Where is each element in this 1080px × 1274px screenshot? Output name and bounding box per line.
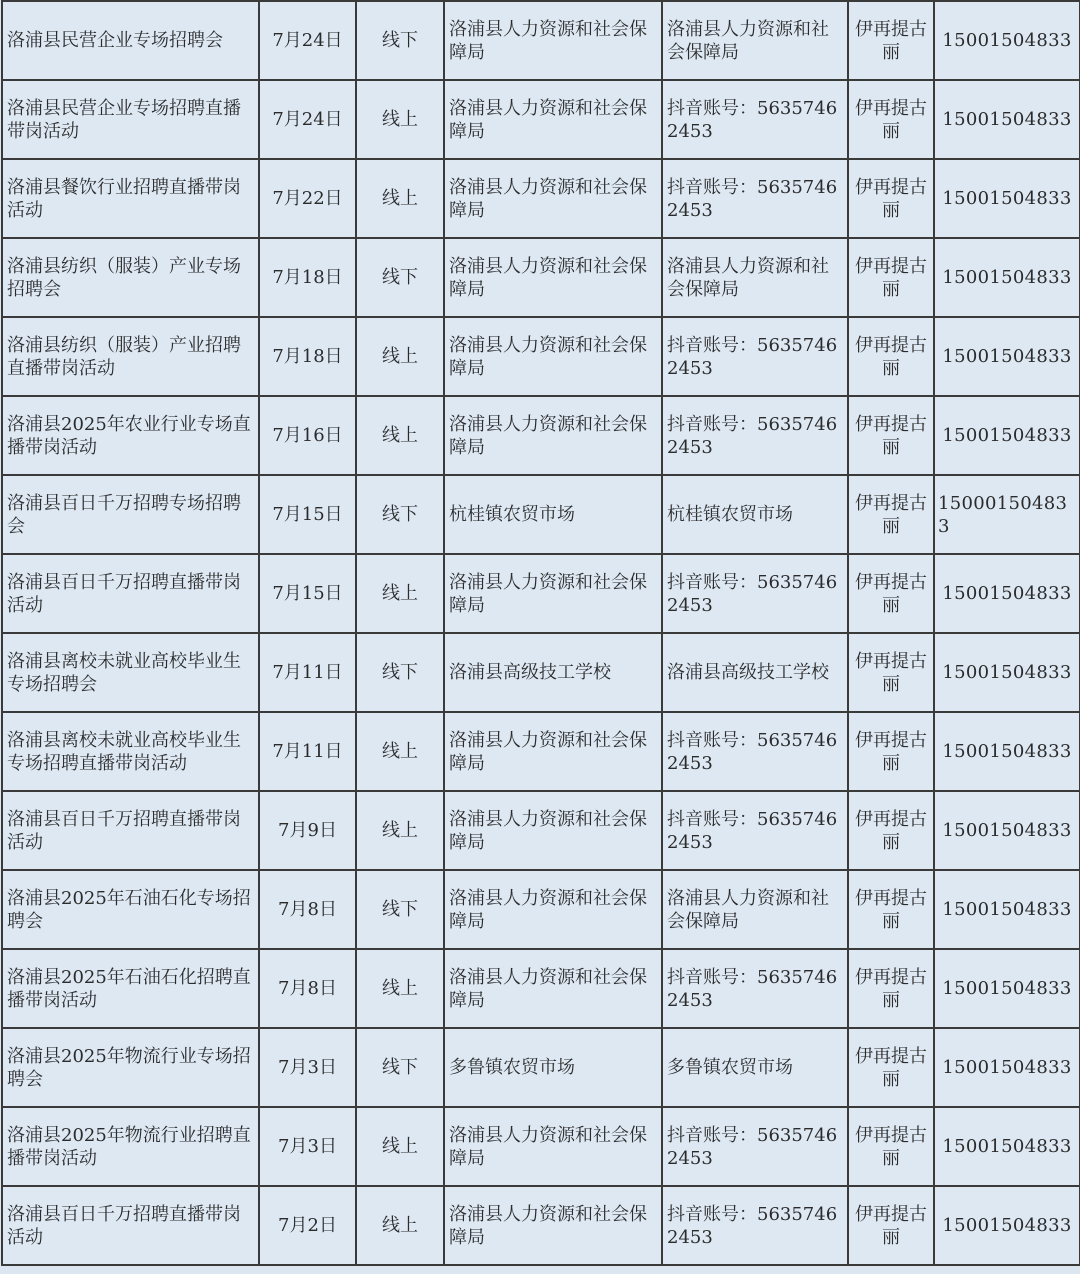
event-name-cell: 洛浦县民营企业专场招聘直播带岗活动 [2, 80, 259, 159]
location-cell: 洛浦县高级技工学校 [662, 633, 848, 712]
contact-cell: 伊再提古丽 [848, 633, 934, 712]
mode-cell: 线上 [356, 949, 444, 1028]
contact-cell: 伊再提古丽 [848, 475, 934, 554]
date-cell: 7月8日 [259, 949, 356, 1028]
phone-cell: 15001504833 [934, 80, 1080, 159]
contact-cell: 伊再提古丽 [848, 1186, 934, 1265]
table-row [2, 1186, 1080, 1265]
location-cell: 抖音账号：56357462453 [662, 791, 848, 870]
event-name-cell: 洛浦县2025年石油石化专场招聘会 [2, 870, 259, 949]
location-cell: 洛浦县人力资源和社会保障局 [662, 238, 848, 317]
mode-cell: 线下 [356, 475, 444, 554]
event-name-cell: 洛浦县2025年农业行业专场直播带岗活动 [2, 396, 259, 475]
location-cell: 抖音账号：56357462453 [662, 317, 848, 396]
mode-cell: 线下 [356, 633, 444, 712]
table-row [2, 633, 1080, 712]
mode-cell: 线下 [356, 1028, 444, 1107]
table-row [2, 1, 1080, 80]
organizer-cell: 洛浦县人力资源和社会保障局 [444, 870, 662, 949]
contact-cell: 伊再提古丽 [848, 554, 934, 633]
table-row [2, 554, 1080, 633]
mode-cell: 线下 [356, 1, 444, 80]
event-name-cell: 洛浦县百日千万招聘直播带岗活动 [2, 554, 259, 633]
phone-cell: 15001504833 [934, 317, 1080, 396]
phone-cell: 15001504833 [934, 554, 1080, 633]
phone-cell: 15001504833 [934, 949, 1080, 1028]
organizer-cell: 洛浦县人力资源和社会保障局 [444, 396, 662, 475]
date-cell: 7月24日 [259, 1, 356, 80]
table-row [2, 475, 1080, 554]
contact-cell: 伊再提古丽 [848, 791, 934, 870]
event-name-cell: 洛浦县离校未就业高校毕业生专场招聘会 [2, 633, 259, 712]
date-cell: 7月8日 [259, 870, 356, 949]
contact-cell: 伊再提古丽 [848, 712, 934, 791]
contact-cell: 伊再提古丽 [848, 317, 934, 396]
table-row [2, 80, 1080, 159]
event-name-cell: 洛浦县2025年石油石化招聘直播带岗活动 [2, 949, 259, 1028]
mode-cell: 线上 [356, 791, 444, 870]
location-cell: 杭桂镇农贸市场 [662, 475, 848, 554]
location-cell: 抖音账号：56357462453 [662, 159, 848, 238]
location-cell: 抖音账号：56357462453 [662, 396, 848, 475]
phone-cell: 15001504833 [934, 1186, 1080, 1265]
event-name-cell: 洛浦县2025年物流行业招聘直播带岗活动 [2, 1107, 259, 1186]
location-cell: 抖音账号：56357462453 [662, 1186, 848, 1265]
table-body [2, 1, 1080, 1265]
phone-cell: 15001504833 [934, 159, 1080, 238]
date-cell: 7月15日 [259, 554, 356, 633]
event-name-cell: 洛浦县百日千万招聘专场招聘会 [2, 475, 259, 554]
organizer-cell: 洛浦县人力资源和社会保障局 [444, 238, 662, 317]
table-row [2, 1107, 1080, 1186]
table-row [2, 159, 1080, 238]
mode-cell: 线上 [356, 1107, 444, 1186]
mode-cell: 线上 [356, 80, 444, 159]
table-row [2, 870, 1080, 949]
organizer-cell: 洛浦县人力资源和社会保障局 [444, 317, 662, 396]
event-name-cell: 洛浦县纺织（服装）产业专场招聘会 [2, 238, 259, 317]
location-cell: 抖音账号：56357462453 [662, 712, 848, 791]
location-cell: 抖音账号：56357462453 [662, 949, 848, 1028]
phone-cell: 15001504833 [934, 870, 1080, 949]
contact-cell: 伊再提古丽 [848, 1028, 934, 1107]
contact-cell: 伊再提古丽 [848, 159, 934, 238]
phone-cell: 15001504833 [934, 396, 1080, 475]
event-name-cell: 洛浦县离校未就业高校毕业生专场招聘直播带岗活动 [2, 712, 259, 791]
organizer-cell: 洛浦县人力资源和社会保障局 [444, 712, 662, 791]
date-cell: 7月11日 [259, 712, 356, 791]
mode-cell: 线上 [356, 712, 444, 791]
mode-cell: 线上 [356, 317, 444, 396]
table-row [2, 712, 1080, 791]
date-cell: 7月18日 [259, 238, 356, 317]
event-name-cell: 洛浦县餐饮行业招聘直播带岗活动 [2, 159, 259, 238]
table-row [2, 949, 1080, 1028]
mode-cell: 线上 [356, 554, 444, 633]
bottom-strip [0, 1266, 1080, 1274]
organizer-cell: 洛浦县人力资源和社会保障局 [444, 1186, 662, 1265]
location-cell: 抖音账号：56357462453 [662, 1107, 848, 1186]
contact-cell: 伊再提古丽 [848, 396, 934, 475]
location-cell: 洛浦县人力资源和社会保障局 [662, 1, 848, 80]
date-cell: 7月15日 [259, 475, 356, 554]
date-cell: 7月22日 [259, 159, 356, 238]
contact-cell: 伊再提古丽 [848, 1107, 934, 1186]
contact-cell: 伊再提古丽 [848, 80, 934, 159]
event-name-cell: 洛浦县百日千万招聘直播带岗活动 [2, 791, 259, 870]
table-row [2, 238, 1080, 317]
location-cell: 多鲁镇农贸市场 [662, 1028, 848, 1107]
table-row [2, 1028, 1080, 1107]
phone-cell: 150001504833 [934, 475, 1080, 554]
event-name-cell: 洛浦县百日千万招聘直播带岗活动 [2, 1186, 259, 1265]
organizer-cell: 洛浦县高级技工学校 [444, 633, 662, 712]
date-cell: 7月3日 [259, 1107, 356, 1186]
organizer-cell: 多鲁镇农贸市场 [444, 1028, 662, 1107]
table-row [2, 317, 1080, 396]
location-cell: 抖音账号：56357462453 [662, 554, 848, 633]
job-fair-table [1, 0, 1080, 1266]
organizer-cell: 洛浦县人力资源和社会保障局 [444, 1, 662, 80]
organizer-cell: 洛浦县人力资源和社会保障局 [444, 80, 662, 159]
event-name-cell: 洛浦县纺织（服装）产业招聘直播带岗活动 [2, 317, 259, 396]
date-cell: 7月18日 [259, 317, 356, 396]
date-cell: 7月3日 [259, 1028, 356, 1107]
date-cell: 7月9日 [259, 791, 356, 870]
contact-cell: 伊再提古丽 [848, 238, 934, 317]
phone-cell: 15001504833 [934, 633, 1080, 712]
event-name-cell: 洛浦县民营企业专场招聘会 [2, 1, 259, 80]
table-row [2, 791, 1080, 870]
organizer-cell: 洛浦县人力资源和社会保障局 [444, 1107, 662, 1186]
phone-cell: 15001504833 [934, 712, 1080, 791]
organizer-cell: 洛浦县人力资源和社会保障局 [444, 554, 662, 633]
phone-cell: 15001504833 [934, 238, 1080, 317]
organizer-cell: 洛浦县人力资源和社会保障局 [444, 791, 662, 870]
date-cell: 7月24日 [259, 80, 356, 159]
organizer-cell: 洛浦县人力资源和社会保障局 [444, 949, 662, 1028]
contact-cell: 伊再提古丽 [848, 870, 934, 949]
mode-cell: 线下 [356, 870, 444, 949]
phone-cell: 15001504833 [934, 1107, 1080, 1186]
phone-cell: 15001504833 [934, 791, 1080, 870]
location-cell: 洛浦县人力资源和社会保障局 [662, 870, 848, 949]
date-cell: 7月2日 [259, 1186, 356, 1265]
date-cell: 7月16日 [259, 396, 356, 475]
mode-cell: 线上 [356, 396, 444, 475]
date-cell: 7月11日 [259, 633, 356, 712]
organizer-cell: 洛浦县人力资源和社会保障局 [444, 159, 662, 238]
location-cell: 抖音账号：56357462453 [662, 80, 848, 159]
organizer-cell: 杭桂镇农贸市场 [444, 475, 662, 554]
contact-cell: 伊再提古丽 [848, 949, 934, 1028]
mode-cell: 线下 [356, 238, 444, 317]
table-row [2, 396, 1080, 475]
mode-cell: 线上 [356, 159, 444, 238]
contact-cell: 伊再提古丽 [848, 1, 934, 80]
event-name-cell: 洛浦县2025年物流行业专场招聘会 [2, 1028, 259, 1107]
phone-cell: 15001504833 [934, 1028, 1080, 1107]
phone-cell: 15001504833 [934, 1, 1080, 80]
mode-cell: 线上 [356, 1186, 444, 1265]
